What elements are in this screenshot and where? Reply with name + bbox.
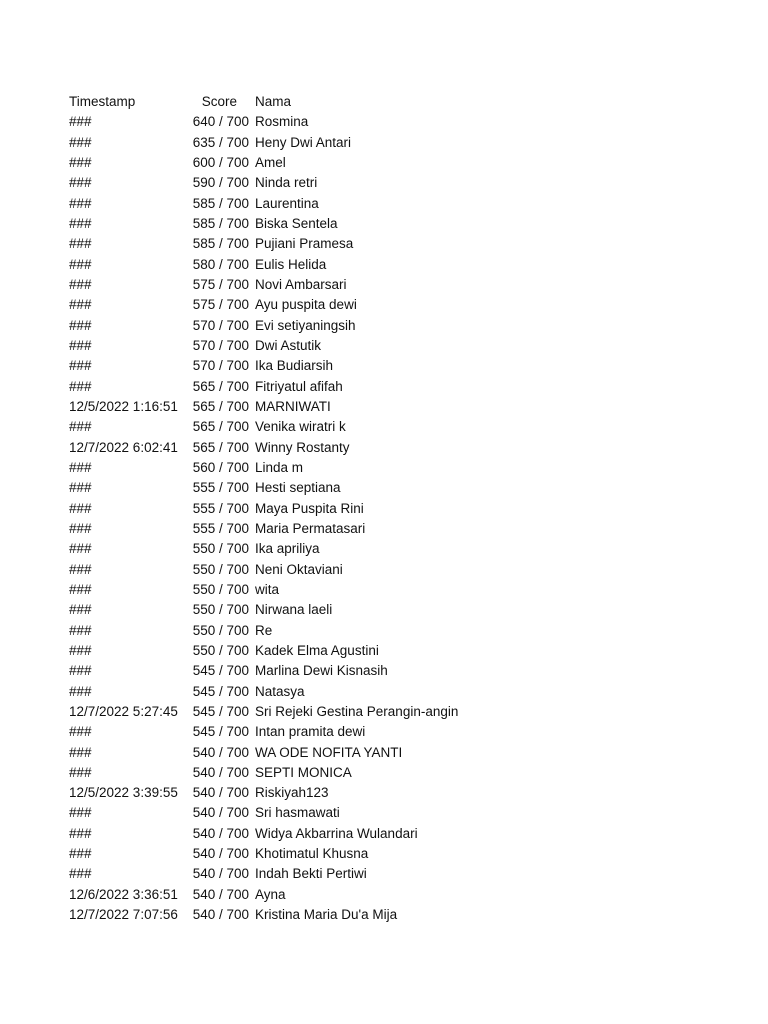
- score-cell: 575 / 700: [192, 276, 249, 292]
- timestamp-cell: ###: [69, 256, 92, 272]
- score-cell: 555 / 700: [192, 480, 249, 496]
- score-cell: 550 / 700: [192, 622, 249, 638]
- score-cell: 565 / 700: [192, 378, 249, 394]
- nama-cell: SEPTI MONICA: [255, 764, 352, 780]
- table-row: [69, 539, 458, 559]
- nama-cell: Ayu puspita dewi: [255, 297, 357, 313]
- table-row: [69, 499, 458, 519]
- nama-cell: Pujiani Pramesa: [255, 236, 354, 252]
- nama-cell: Maria Permatasari: [255, 520, 366, 536]
- table-row: [69, 682, 458, 702]
- nama-cell: Dwi Astutik: [255, 337, 322, 353]
- nama-cell: Venika wiratri k: [255, 419, 346, 435]
- timestamp-cell: ###: [69, 744, 92, 760]
- nama-cell: Widya Akbarrina Wulandari: [255, 825, 418, 841]
- timestamp-cell: 12/5/2022 3:39:55: [69, 785, 178, 801]
- table-row: [69, 153, 458, 173]
- timestamp-cell: ###: [69, 317, 92, 333]
- table-row: [69, 458, 458, 478]
- table-row: [69, 234, 458, 254]
- nama-cell: wita: [255, 581, 280, 597]
- timestamp-cell: ###: [69, 276, 92, 292]
- score-cell: 540 / 700: [192, 744, 249, 760]
- timestamp-cell: ###: [69, 419, 92, 435]
- nama-cell: Natasya: [255, 683, 305, 699]
- timestamp-cell: 12/7/2022 6:02:41: [69, 439, 178, 455]
- nama-cell: Eulis Helida: [255, 256, 327, 272]
- nama-cell: Rosmina: [255, 114, 309, 130]
- timestamp-cell: ###: [69, 500, 92, 516]
- table-row: [69, 864, 458, 884]
- score-cell: 540 / 700: [192, 886, 249, 902]
- table-row: [69, 397, 458, 417]
- nama-cell: Khotimatul Khusna: [255, 846, 369, 862]
- score-cell: 540 / 700: [192, 866, 249, 882]
- timestamp-cell: ###: [69, 480, 92, 496]
- table-row: [69, 560, 458, 580]
- timestamp-cell: ###: [69, 764, 92, 780]
- nama-cell: Biska Sentela: [255, 215, 338, 231]
- score-cell: 565 / 700: [192, 398, 249, 414]
- timestamp-cell: ###: [69, 846, 92, 862]
- nama-cell: Indah Bekti Pertiwi: [255, 866, 367, 882]
- nama-cell: Heny Dwi Antari: [255, 134, 352, 150]
- score-cell: 550 / 700: [192, 541, 249, 557]
- header-timestamp: Timestamp: [69, 94, 136, 109]
- score-cell: 560 / 700: [192, 459, 249, 475]
- score-cell: 585 / 700: [192, 236, 249, 252]
- table-row: [69, 275, 458, 295]
- timestamp-cell: ###: [69, 195, 92, 211]
- timestamp-cell: 12/7/2022 5:27:45: [69, 703, 178, 719]
- nama-cell: Riskiyah123: [255, 785, 329, 801]
- table-row: [69, 478, 458, 498]
- score-cell: 545 / 700: [192, 703, 249, 719]
- timestamp-cell: ###: [69, 134, 92, 150]
- nama-cell: Amel: [255, 154, 286, 170]
- nama-cell: Intan pramita dewi: [255, 724, 366, 740]
- header-score: Score: [201, 94, 237, 109]
- nama-cell: Neni Oktaviani: [255, 561, 343, 577]
- timestamp-cell: ###: [69, 520, 92, 536]
- timestamp-cell: ###: [69, 622, 92, 638]
- timestamp-cell: ###: [69, 236, 92, 252]
- timestamp-cell: ###: [69, 541, 92, 557]
- table-row: [69, 356, 458, 376]
- score-cell: 590 / 700: [192, 175, 249, 191]
- table-row: [69, 112, 458, 132]
- score-cell: 555 / 700: [192, 520, 249, 536]
- nama-cell: Nirwana laeli: [255, 602, 333, 618]
- score-cell: 540 / 700: [192, 907, 249, 923]
- nama-cell: Kadek Elma Agustini: [255, 642, 379, 658]
- table-row: [69, 438, 458, 458]
- table-row: [69, 255, 458, 275]
- score-cell: 540 / 700: [192, 825, 249, 841]
- table-row: [69, 641, 458, 661]
- score-cell: 580 / 700: [192, 256, 249, 272]
- score-cell: 545 / 700: [192, 724, 249, 740]
- score-cell: 550 / 700: [192, 561, 249, 577]
- table-row: [69, 295, 458, 315]
- nama-cell: Ika Budiarsih: [255, 358, 334, 374]
- header-nama: Nama: [255, 94, 292, 109]
- timestamp-cell: ###: [69, 215, 92, 231]
- nama-cell: Winny Rostanty: [255, 439, 350, 455]
- timestamp-cell: ###: [69, 581, 92, 597]
- score-cell: 565 / 700: [192, 439, 249, 455]
- timestamp-cell: ###: [69, 175, 92, 191]
- nama-cell: Fitriyatul afifah: [255, 378, 343, 394]
- nama-cell: Hesti septiana: [255, 480, 341, 496]
- score-cell: 545 / 700: [192, 663, 249, 679]
- score-cell: 555 / 700: [192, 500, 249, 516]
- timestamp-cell: ###: [69, 602, 92, 618]
- timestamp-cell: ###: [69, 114, 92, 130]
- nama-cell: Evi setiyaningsih: [255, 317, 356, 333]
- score-table: [69, 92, 458, 925]
- table-row: [69, 621, 458, 641]
- score-cell: 600 / 700: [192, 154, 249, 170]
- nama-cell: MARNIWATI: [255, 398, 331, 414]
- score-cell: 550 / 700: [192, 602, 249, 618]
- table-row: [69, 377, 458, 397]
- nama-cell: Ninda retri: [255, 175, 318, 191]
- timestamp-cell: ###: [69, 805, 92, 821]
- nama-cell: WA ODE NOFITA YANTI: [255, 744, 403, 760]
- timestamp-cell: ###: [69, 154, 92, 170]
- table-row: [69, 194, 458, 214]
- nama-cell: Novi Ambarsari: [255, 276, 347, 292]
- nama-cell: Ika apriliya: [255, 541, 320, 557]
- table-row: [69, 580, 458, 600]
- score-cell: 545 / 700: [192, 683, 249, 699]
- table-row: [69, 905, 458, 925]
- timestamp-cell: ###: [69, 642, 92, 658]
- timestamp-cell: ###: [69, 561, 92, 577]
- score-cell: 570 / 700: [192, 337, 249, 353]
- table-row: [69, 763, 458, 783]
- table-row: [69, 519, 458, 539]
- table-row: [69, 844, 458, 864]
- timestamp-cell: ###: [69, 459, 92, 475]
- timestamp-cell: ###: [69, 378, 92, 394]
- timestamp-cell: ###: [69, 663, 92, 679]
- score-cell: 540 / 700: [192, 785, 249, 801]
- score-cell: 635 / 700: [192, 134, 249, 150]
- timestamp-cell: 12/5/2022 1:16:51: [69, 398, 178, 414]
- table-row: [69, 417, 458, 437]
- nama-cell: Re: [255, 622, 273, 638]
- table-row: [69, 214, 458, 234]
- table-row: [69, 600, 458, 620]
- score-cell: 540 / 700: [192, 764, 249, 780]
- timestamp-cell: ###: [69, 683, 92, 699]
- table-body: [69, 112, 458, 925]
- score-cell: 570 / 700: [192, 358, 249, 374]
- score-cell: 565 / 700: [192, 419, 249, 435]
- table-row: [69, 743, 458, 763]
- timestamp-cell: ###: [69, 337, 92, 353]
- table-row: [69, 173, 458, 193]
- table-row: [69, 316, 458, 336]
- score-cell: 540 / 700: [192, 846, 249, 862]
- table-row: [69, 661, 458, 681]
- table-row: [69, 336, 458, 356]
- nama-cell: Sri hasmawati: [255, 805, 340, 821]
- nama-cell: Maya Puspita Rini: [255, 500, 364, 516]
- score-cell: 585 / 700: [192, 215, 249, 231]
- score-cell: 575 / 700: [192, 297, 249, 313]
- score-cell: 540 / 700: [192, 805, 249, 821]
- nama-cell: Kristina Maria Du'a Mija: [255, 907, 398, 923]
- timestamp-cell: 12/7/2022 7:07:56: [69, 907, 178, 923]
- timestamp-cell: ###: [69, 866, 92, 882]
- table-row: [69, 702, 458, 722]
- timestamp-cell: ###: [69, 297, 92, 313]
- table-row: [69, 803, 458, 823]
- table-row: [69, 824, 458, 844]
- nama-cell: Linda m: [255, 459, 304, 475]
- table-row: [69, 722, 458, 742]
- table-header-row: [69, 92, 458, 112]
- timestamp-cell: 12/6/2022 3:36:51: [69, 886, 178, 902]
- nama-cell: Sri Rejeki Gestina Perangin-angin: [255, 703, 459, 719]
- table-row: [69, 885, 458, 905]
- score-cell: 550 / 700: [192, 642, 249, 658]
- score-cell: 585 / 700: [192, 195, 249, 211]
- nama-cell: Ayna: [255, 886, 286, 902]
- table-row: [69, 133, 458, 153]
- timestamp-cell: ###: [69, 825, 92, 841]
- score-cell: 640 / 700: [192, 114, 249, 130]
- score-cell: 550 / 700: [192, 581, 249, 597]
- table-row: [69, 783, 458, 803]
- nama-cell: Marlina Dewi Kisnasih: [255, 663, 388, 679]
- nama-cell: Laurentina: [255, 195, 319, 211]
- score-cell: 570 / 700: [192, 317, 249, 333]
- timestamp-cell: ###: [69, 724, 92, 740]
- timestamp-cell: ###: [69, 358, 92, 374]
